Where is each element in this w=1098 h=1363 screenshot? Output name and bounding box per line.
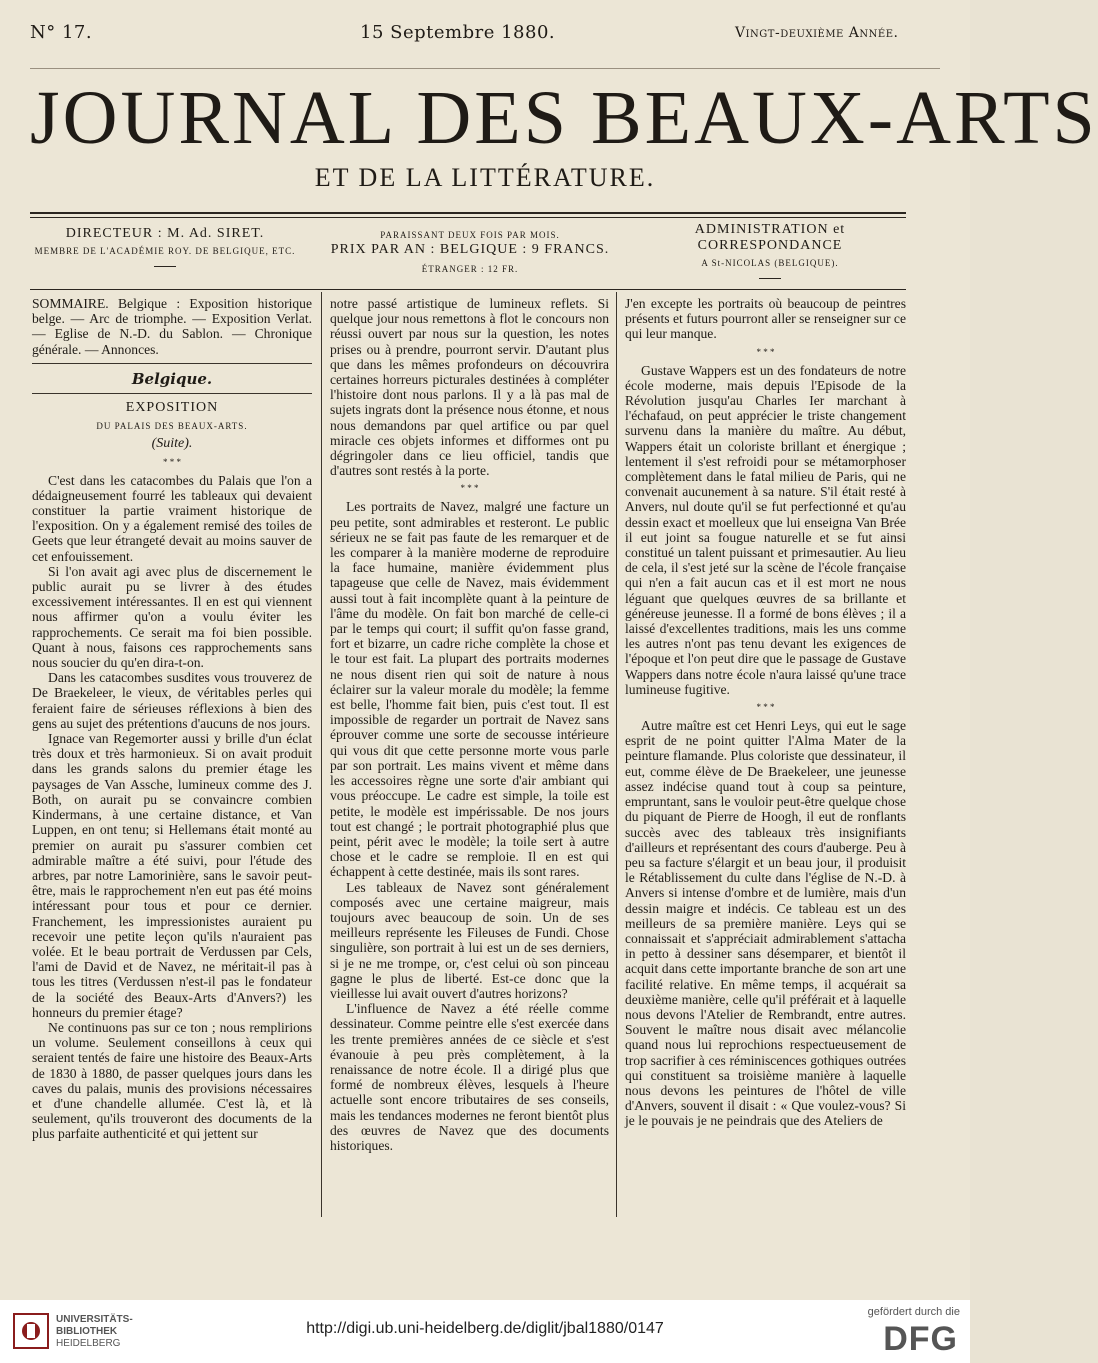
paragraph: C'est dans les catacombes du Palais que l'on a dédaigneusement fourré les tableaux qui devaient constituer la partie vraiment historique de l'exposition. On y a également remisé des toiles de Geets que leur étrangeté devait au moins sauver de cet enfouissement. [32, 472, 312, 564]
short-rule [759, 278, 781, 279]
issue-year: Vingt-deuxième Année. [735, 25, 899, 41]
library-name-line: UNIVERSITÄTS- [56, 1314, 133, 1325]
masthead-rule-thin [30, 217, 906, 218]
admin-address: A St-NICOLAS (BELGIQUE). [701, 258, 839, 268]
annual-price: PRIX PAR AN : BELGIQUE : 9 FRANCS. [330, 242, 610, 257]
article-column-1 [32, 296, 312, 1142]
asterism: * * * [756, 702, 775, 713]
publication-frequency: PARAISSANT DEUX FOIS PAR MOIS. [380, 230, 560, 240]
article-heading: EXPOSITION [125, 400, 219, 416]
asterism: * * * [460, 483, 479, 494]
paragraph: Dans les catacombes susdites vous trouverez de De Braekeleer, le vieux, de véritables perles qui feraient faire de sérieuses réflexions à bien des gens au sujet des prétentions d'aucuns de nos jours. [32, 670, 312, 731]
foreign-price: ÉTRANGER : 12 FR. [421, 264, 519, 274]
top-rule [30, 68, 940, 69]
issue-number: N° 17. [30, 22, 93, 43]
paragraph: Ignace van Regemorter aussi y brille d'un éclat très doux et très harmonieux. Si on avait produit dans les grands salons du premier étage les paysages de Van Assche, lumineux comme des J. Both, on aurait pu se convaincre combien Kindermans, à une certaine distance, et Van Luppen, en ont tenu; si Hellemans était monté au premier on aurait pu s'assurer combien cet admirable maître a été suivi, pour l'étude des arbres, par notre Lamorinière, sans le savoir peut-être, mais le rapprochement n'en eut pas été moins intéressant pour tous et pour ce dernier. Franchement, les impressionistes auraient pu recevoir une petite leçon qu'ils n'auraient pas volée. Et le beau portrait de Verdussen par Cels, l'ami de David et de Navez, ne méritait-il pas à tous les titres (Verdussen n'est-il pas le fondateur de la société des Beaux-Arts d'Anvers?) les honneurs du premier étage? [32, 731, 312, 1020]
divider [32, 393, 312, 394]
masthead-rule-thick [30, 212, 906, 214]
article-continuation: (Suite). [151, 436, 193, 452]
director-block [30, 226, 300, 267]
column-divider [321, 292, 322, 1217]
article-column-2 [330, 296, 609, 1153]
section-title: Belgique. [131, 369, 213, 388]
admin-title: ADMINISTRATION et CORRESPONDANCE [694, 222, 846, 253]
admin-block [630, 222, 910, 279]
asterism: * * * [756, 346, 775, 357]
paragraph: Les tableaux de Navez sont généralement composés avec une certaine maigreur, mais toujours avec beaucoup de soin. Un de ses meilleurs représente les Fileuses de Fundi. Chose singulière, son portrait à lui est un de ses derniers, si je ne me trompe, or, c'est celui où son pinceau gagne le plus de liberté. Est-ce donc que la vieillesse lui avait ouvert d'autres horizons? [330, 879, 609, 1001]
divider [32, 363, 312, 364]
columns-top-rule [30, 289, 906, 290]
paragraph: Autre maître est cet Henri Leys, qui eut le sage esprit de ne point quitter l'Alma Mater de la peinture flamande. Plus coloriste que dessinateur, il eut, comme élève de De Braekeleer, une jeunesse assez indécise quand tout à coup sa peinture, empruntant, sans le vouloir peut-être quelque chose du piquant de Pierre de Hoogh, il eut de ronflants succès avec des tableaux très insignifiants d'ailleurs et représentant des cours d'auberge. Peu à peu sa facture s'élargit et un beau jour, il produisit le Rétablissement du culte dans l'église de N.-D. à Anvers si intense d'ombre et de lumière, mais d'un dessin maigre et indécis. Ce tableau est un des meilleurs de sa première manière. Leys qui se connaissait et s'appréciait admirablement s'attacha in petto à dessiner sans désemparer, et bientôt il acquit dans cette importante branche de son art une facilité relative. En même temps, il acquérait sa deuxième manière, celle qu'il préférait et à laquelle nous devons l'Atelier de Rembrandt, entre autres. Souvent le maître nous disait avec mélancolie quand nous lui reprochions respectueusement de trop sacrifier à ces réminiscences gothiques outrées qui constituent sa troisième manière à laquelle nous devons les peintures de l'hôtel de ville d'Anvers, souvent il disait : « Que voulez-vous? Si je le pouvais je ne peindrais que des Ateliers de [625, 718, 906, 1129]
director-name: DIRECTEUR : M. Ad. SIRET. [65, 226, 265, 241]
director-title: MEMBRE DE L'ACADÉMIE ROY. DE BELGIQUE, ETC. [34, 246, 296, 256]
paragraph: Si l'on avait agi avec plus de discernement le public aurait pu se livrer à des études excessivement intéressantes. Il en est qui viennent nous affirmer qu'on a voulu éviter les rapprochements. Ce serait ma foi bien possible. Quant à nous, faisons ces rapprochements sans nous soucier du qu'en dira-t-on. [32, 563, 312, 671]
paragraph: notre passé artistique de lumineux reflets. Si quelque jour nous remettons à flot le concours non réussi ouvert par nous sur la question, les notes prises ou à prendre, pourront servir. D'autant plus que dans les mêmes profondeurs on découvrira certaines horreurs picturales destinées à compléter l'histoire dont nous parlons. Il y a là pas mal de sujets ingrats dont la présence nous étonne, et nous nous demandons par quel artifice ou par quel miracle ces objets informes et difformes ont pu dégringoler dans ce lieu officiel, tandis que d'autres sont restés à la porte. [330, 296, 609, 479]
short-rule [154, 266, 176, 267]
paragraph: L'influence de Navez a été réelle comme dessinateur. Comme peintre elle s'est exercée dans les trente premières années de ce siècle et s'est évanouie à peu près complètement, à la renaissance de notre école. Il a dirigé plus que formé de nombreux élèves, lesquels à l'heure actuelle sont encore tributaires de ses conseils, mais les tendances modernes ne feront bientôt plus des œuvres de Navez que des documents historiques. [330, 1001, 609, 1153]
paragraph: Les portraits de Navez, malgré une facture un peu petite, sont admirables et resteront. Le public sérieux ne se fait pas faute de les remarquer et de les comparer à la manière moderne de reproduire la face humaine, manière évidemment plus tapageuse que celle de Navez, mais évidemment aussi tout à fait incomplète quant à la peinture de l'âme du modèle. On fait bon marché de celle-ci par le temps qui court; il suffit qu'on fasse grand, fort et bizarre, un cadre riche complète la chose et le tour est fait. La plupart des portraits modernes ne nous disent rien qui soit de nature à nous éclairer sur la valeur morale du modèle; la femme est belle, l'homme fait bien, puis c'est tout. Il est impossible de regarder un portrait de Navez sans éprouver comme une sorte de secousse intérieure qui vous dit que cette personne morte vous parle par son portrait. Les mains vivent et même dans les accessoires règne une sorte d'air ambiant qui vous préoccupe. Le cadre est simple, la toile est petite, le modèle est impérissable. De nos jours tout est changé ; le portrait photographié plus que peint, périt avec le modèle; la toile sert à autre chose et le cadre se remploie. Il en est qui échappent à cette destinée, mais ils sont rares. [330, 499, 609, 880]
price-block [315, 226, 625, 274]
issue-date: 15 Septembre 1880. [360, 22, 556, 43]
paragraph: J'en excepte les portraits où beaucoup de peintres présents et futurs pourront aller se renseigner sur ce qui leur manque. [625, 296, 906, 342]
article-column-3 [625, 296, 906, 1129]
masthead-subtitle: ET DE LA LITTÉRATURE. [314, 163, 656, 192]
asterism: * * * [163, 456, 181, 467]
funding-note: gefördert durch die [867, 1306, 960, 1318]
library-name-line: BIBLIOTHEK [56, 1326, 118, 1337]
viewer-footer [0, 1300, 970, 1363]
paragraph: Gustave Wappers est un des fondateurs de notre école moderne, mais depuis l'Episode de la Révolution jusqu'au Charles Ier marchant à l'échafaud, on peut apprécier le triste changement survenu dans la manière du maître. Au début, Wappers était un coloriste brillant et énergique ; lentement il s'est refroidi pour se métamorphoser complètement dans le fatal milieu de Paris, qui ne convenait aucunement à sa nature. S'il était resté à Anvers, nul doute qu'il se fut perfectionné et qu'au dessin exact et moelleux que lui enseigna Van Brée il eut joint sa fougue naturelle et se fut ainsi constitué un talent puissant et primesautier. Au lieu de cela, il s'est jeté sur la scène de l'école française qui n'en a fait aucun cas et il est mort ne nous léguant que quelques œuvres de sa brillante et généreuse jeunesse. Il a formé de bons élèves ; il a laissé d'excellentes traditions, mais les uns comme les autres n'ont pas tenu devant les exigences de l'époque et l'on peut dire que le passage de Gustave Wappers dans notre école n'aura laissé qu'une trace lumineuse fugitive. [625, 362, 906, 697]
column-divider [616, 292, 617, 1217]
article-subheading: DU PALAIS DES BEAUX-ARTS. [96, 421, 248, 432]
library-name-line: HEIDELBERG [56, 1338, 121, 1349]
summary: SOMMAIRE. Belgique : Exposition historique belge. — Arc de triomphe. — Exposition Verlat. — Eglise de N.-D. du Sablon. — Chronique générale. — Annonces. [32, 296, 312, 357]
paragraph: Ne continuons pas sur ce ton ; nous remplirions un volume. Seulement conseillons à ceux qui seraient tentés de faire une histoire des Beaux-Arts de 1830 à 1880, de passer quelques jours dans les caves du palais, munis des provisions nécessaires et d'une chandelle allumée. C'est là, et là seulement, qu'ils trouveront des documents de la plus parfaite authenticité et qui jettent sur [32, 1019, 312, 1142]
masthead-title: JOURNAL DES BEAUX-ARTS [30, 76, 1098, 160]
dfg-logo[interactable]: DFG [883, 1320, 958, 1358]
page-url-link[interactable]: http://digi.ub.uni-heidelberg.de/diglit/jbal1880/0147 [306, 1320, 664, 1337]
